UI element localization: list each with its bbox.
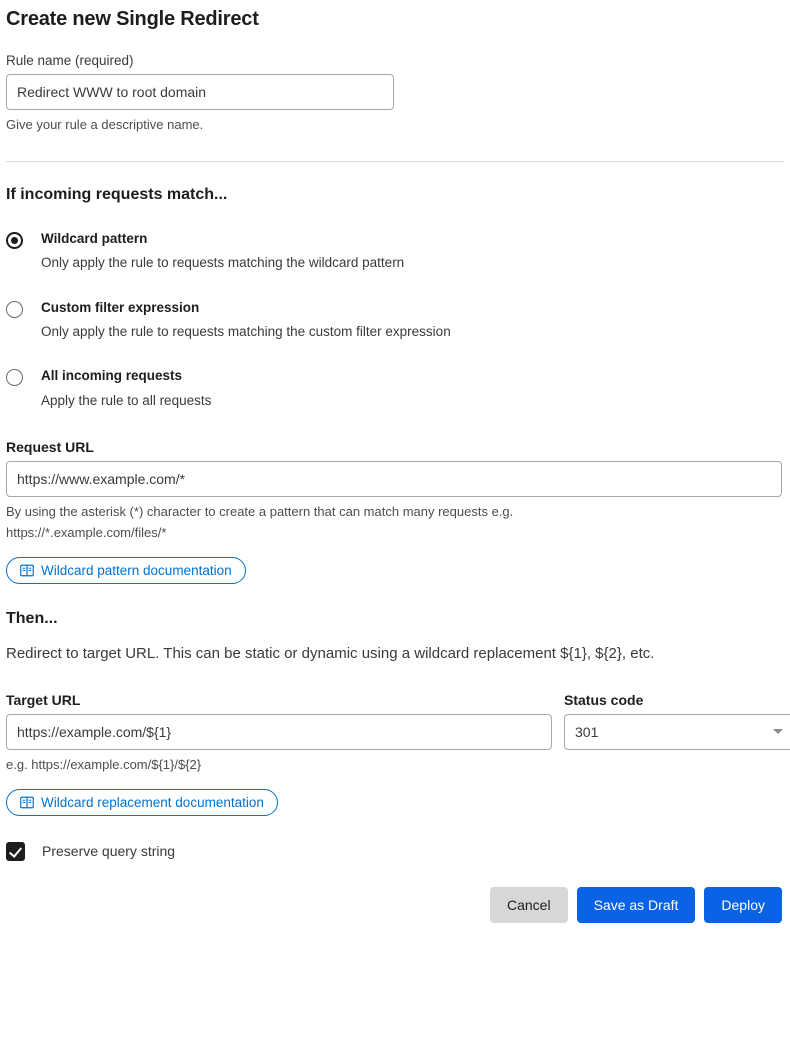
preserve-query-string-checkbox[interactable] <box>6 842 25 861</box>
doc-link-label: Wildcard replacement documentation <box>41 794 264 810</box>
save-as-draft-button[interactable]: Save as Draft <box>577 887 696 923</box>
then-section-heading: Then... <box>6 609 58 627</box>
page-title: Create new Single Redirect <box>6 8 259 30</box>
match-section-heading: If incoming requests match... <box>6 185 228 203</box>
then-section-description: Redirect to target URL. This can be static or dynamic using a wildcard replacement ${1}, ${2}, etc. <box>6 644 655 662</box>
rule-name-label: Rule name (required) <box>6 53 134 68</box>
status-code-value: 301 <box>575 723 599 740</box>
form-actions <box>6 887 784 923</box>
radio-label-all-incoming-requests: All incoming requests <box>41 368 183 384</box>
radio-indicator[interactable] <box>6 232 23 249</box>
target-url-input[interactable] <box>6 714 552 750</box>
preserve-query-string-row[interactable] <box>6 842 784 861</box>
radio-desc-custom-filter-expression: Only apply the rule to requests matching the custom filter expression <box>41 323 451 339</box>
section-divider <box>6 161 784 162</box>
cancel-button[interactable]: Cancel <box>490 887 568 923</box>
preserve-query-string-label: Preserve query string <box>42 843 176 860</box>
rule-name-input[interactable] <box>6 74 394 110</box>
radio-option-wildcard-pattern[interactable] <box>6 230 784 272</box>
radio-desc-all-incoming-requests: Apply the rule to all requests <box>41 392 212 408</box>
radio-indicator[interactable] <box>6 369 23 386</box>
wildcard-replacement-documentation-link[interactable] <box>6 789 278 816</box>
book-icon <box>20 796 34 809</box>
target-url-label: Target URL <box>6 691 81 708</box>
match-mode-radio-group <box>6 230 784 409</box>
request-url-label: Request URL <box>6 439 94 456</box>
status-code-label: Status code <box>564 691 644 708</box>
radio-indicator[interactable] <box>6 301 23 318</box>
rule-name-help: Give your rule a descriptive name. <box>6 117 204 132</box>
target-url-help: e.g. https://example.com/${1}/${2} <box>6 756 202 772</box>
doc-link-label: Wildcard pattern documentation <box>41 562 232 578</box>
request-url-input[interactable] <box>6 461 782 497</box>
deploy-button[interactable]: Deploy <box>704 887 782 923</box>
radio-option-custom-filter-expression[interactable] <box>6 299 784 341</box>
status-code-select[interactable] <box>564 714 790 750</box>
single-redirect-form <box>0 8 790 923</box>
target-and-status-row <box>6 662 784 775</box>
radio-option-all-incoming-requests[interactable] <box>6 367 784 409</box>
book-icon <box>20 564 34 577</box>
request-url-help-line2: https://*.example.com/files/* <box>6 524 167 540</box>
radio-label-custom-filter-expression: Custom filter expression <box>41 299 200 315</box>
radio-label-wildcard-pattern: Wildcard pattern <box>41 230 148 246</box>
request-url-help-line1: By using the asterisk (*) character to create a pattern that can match many requests e.g. <box>6 504 514 520</box>
wildcard-pattern-documentation-link[interactable] <box>6 557 246 584</box>
radio-desc-wildcard-pattern: Only apply the rule to requests matching the wildcard pattern <box>41 255 405 271</box>
